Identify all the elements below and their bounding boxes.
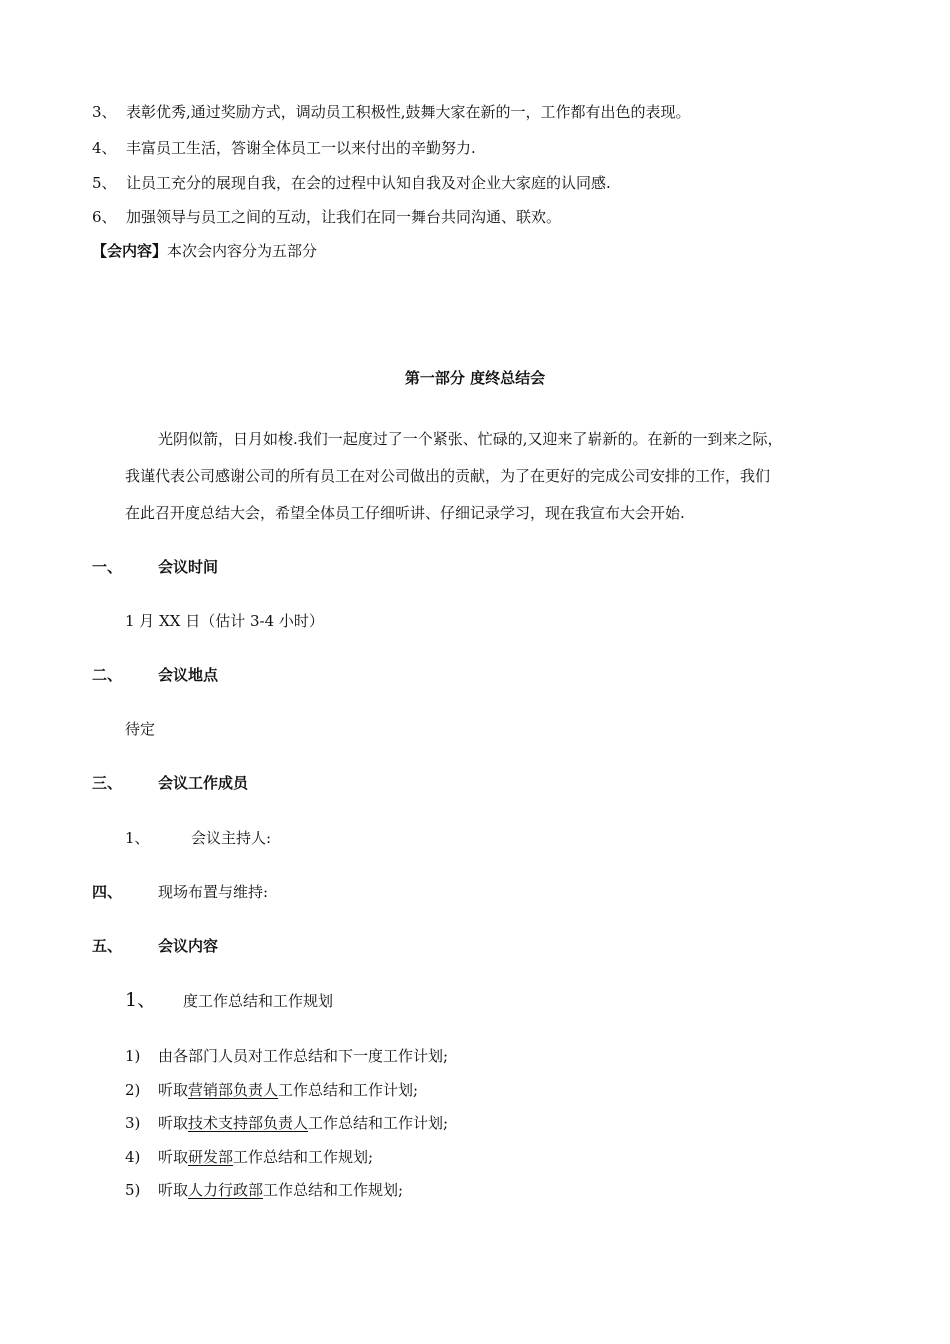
paragraph-line: 在此召开度总结大会，希望全体员工仔细听讲、仔细记录学习，现在我宣布大会开始. bbox=[125, 504, 685, 522]
objective-item bbox=[92, 102, 691, 122]
agenda-number: 4) bbox=[125, 1148, 141, 1166]
agenda-number: 5) bbox=[125, 1181, 141, 1199]
section-title: 现场布置与维持: bbox=[158, 883, 269, 901]
department-name: 营销部负责人 bbox=[188, 1081, 279, 1099]
section-heading bbox=[92, 665, 218, 685]
agenda-number: 1) bbox=[125, 1047, 141, 1065]
agenda-text: 工作总结和工作计划; bbox=[308, 1114, 449, 1132]
agenda-text: 听取 bbox=[158, 1081, 189, 1099]
part-title: 第一部分 度终总结会 bbox=[404, 369, 546, 387]
agenda-text: 工作总结和工作计划; bbox=[278, 1081, 419, 1099]
agenda-item bbox=[125, 1046, 448, 1066]
agenda-text: 工作总结和工作规划; bbox=[233, 1148, 374, 1166]
section-number: 四、 bbox=[92, 883, 123, 901]
section-number: 二、 bbox=[92, 666, 123, 684]
subitem-number: 1、 bbox=[125, 989, 157, 1011]
department-name: 研发部 bbox=[188, 1148, 234, 1166]
objective-item bbox=[92, 173, 611, 193]
agenda-text: 听取 bbox=[158, 1114, 189, 1132]
agenda-text: 听取 bbox=[158, 1181, 189, 1199]
subitem-text: 会议主持人: bbox=[191, 829, 272, 847]
section-title: 会议地点 bbox=[158, 666, 219, 684]
objective-text: 加强领导与员工之间的互动，让我们在同一舞台共同沟通、联欢。 bbox=[126, 208, 562, 226]
objective-number: 3、 bbox=[92, 103, 117, 121]
objective-text: 表彰优秀,通过奖励方式，调动员工积极性,鼓舞大家在新的一，工作都有出色的表现。 bbox=[126, 103, 691, 121]
department-name: 技术支持部负责人 bbox=[188, 1114, 309, 1132]
subitem-number: 1、 bbox=[125, 829, 150, 847]
section-heading bbox=[92, 936, 218, 956]
section-number: 五、 bbox=[92, 937, 123, 955]
agenda-item bbox=[125, 1080, 418, 1100]
content-intro-text: 本次会内容分为五部分 bbox=[167, 242, 318, 260]
section-number: 三、 bbox=[92, 774, 123, 792]
agenda-text: 由各部门人员对工作总结和下一度工作计划; bbox=[158, 1047, 449, 1065]
paragraph-line: 光阴似箭，日月如梭.我们一起度过了一个紧张、忙碌的,又迎来了崭新的。在新的一到来之际， bbox=[158, 430, 783, 448]
section-title: 会议工作成员 bbox=[158, 774, 249, 792]
content-intro-label: 【会内容】 bbox=[92, 242, 168, 260]
content-intro bbox=[92, 241, 317, 261]
objective-number: 6、 bbox=[92, 208, 117, 226]
objective-text: 让员工充分的展现自我，在会的过程中认知自我及对企业大家庭的认同感. bbox=[126, 174, 611, 192]
objective-text: 丰富员工生活，答谢全体员工一以来付出的辛勤努力. bbox=[126, 139, 476, 157]
subitem-text: 度工作总结和工作规划 bbox=[183, 992, 334, 1010]
section-heading bbox=[92, 773, 248, 793]
section-subitem bbox=[125, 990, 333, 1011]
objective-number: 5、 bbox=[92, 174, 117, 192]
agenda-number: 3) bbox=[125, 1114, 141, 1132]
section-content: 1 月 XX 日（估计 3-4 小时） bbox=[125, 612, 324, 630]
department-name: 人力行政部 bbox=[188, 1181, 264, 1199]
agenda-item bbox=[125, 1180, 403, 1200]
agenda-number: 2) bbox=[125, 1081, 141, 1099]
section-heading bbox=[92, 882, 268, 902]
section-heading bbox=[92, 557, 218, 577]
section-title: 会议时间 bbox=[158, 558, 219, 576]
agenda-item bbox=[125, 1147, 373, 1167]
agenda-text: 工作总结和工作规划; bbox=[263, 1181, 404, 1199]
section-title: 会议内容 bbox=[158, 937, 219, 955]
section-content: 待定 bbox=[125, 720, 156, 738]
agenda-item bbox=[125, 1113, 448, 1133]
objective-item bbox=[92, 207, 561, 227]
paragraph-line: 我谨代表公司感谢公司的所有员工在对公司做出的贡献，为了在更好的完成公司安排的工作，我们 bbox=[125, 467, 771, 485]
objective-number: 4、 bbox=[92, 139, 117, 157]
agenda-text: 听取 bbox=[158, 1148, 189, 1166]
objective-item bbox=[92, 138, 476, 158]
section-number: 一、 bbox=[92, 558, 123, 576]
section-subitem bbox=[125, 828, 271, 848]
